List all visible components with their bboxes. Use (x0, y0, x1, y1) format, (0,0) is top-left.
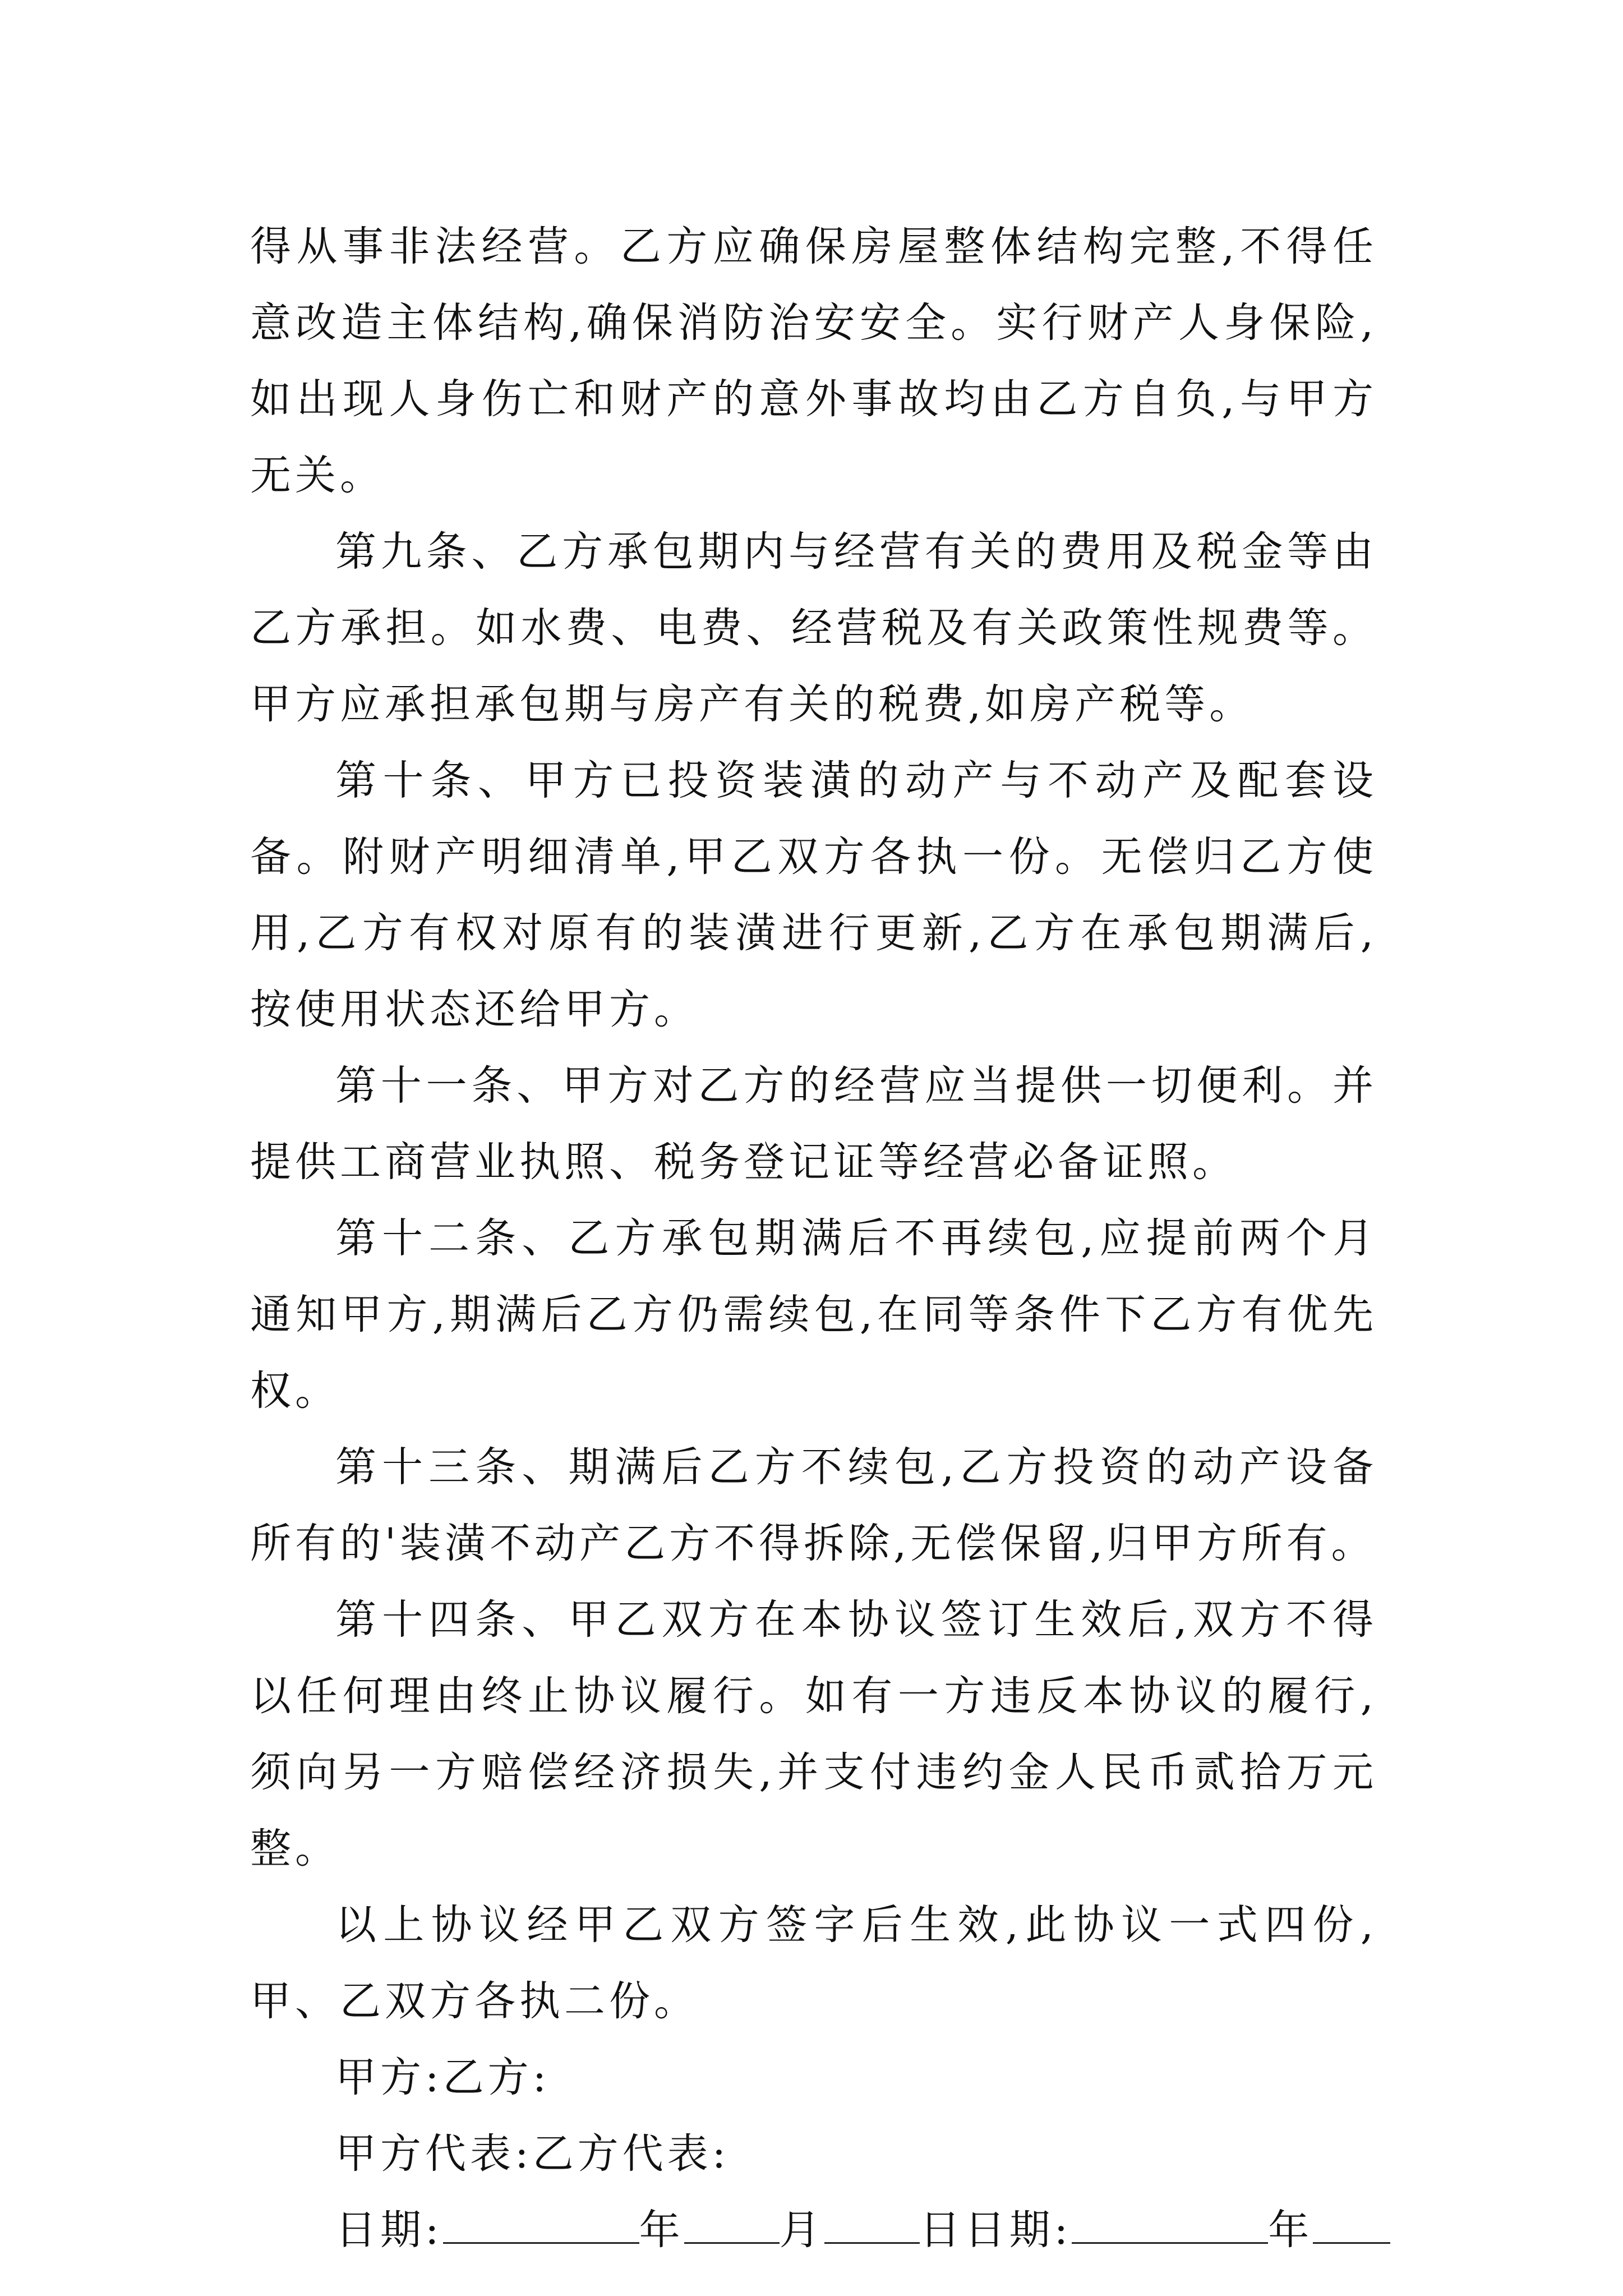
paragraph-continued-clause: 得从事非法经营。乙方应确保房屋整体结构完整,不得任意改造主体结构,确保消防治安安全。实行财产人身保险,如出现人身伤亡和财产的意外事故均由乙方自负,与甲方无关。 (250, 223, 1377, 499)
signature-date-line (250, 2192, 1377, 2269)
signature-representatives: 甲方代表:乙方代表: (335, 2130, 730, 2178)
month-label: 月 (779, 2206, 824, 2254)
paragraph-clause-10: 第十条、甲方已投资装潢的动产与不动产及配套设备。附财产明细清单,甲乙双方各执一份。无偿归乙方使用,乙方有权对原有的装潢进行更新,乙方在承包期满后,按使用状态还给甲方。 (250, 757, 1377, 1033)
paragraph-clause-12: 第十二条、乙方承包期满后不再续包,应提前两个月通知甲方,期满后乙方仍需续包,在同等条件下乙方有优先权。 (250, 1214, 1377, 1415)
day-date-label: 日日期: (919, 2206, 1072, 2254)
year-label-2: 年 (1268, 2206, 1313, 2254)
signature-parties: 甲方:乙方: (335, 2054, 551, 2101)
document-body (250, 209, 1377, 2269)
year-label: 年 (639, 2206, 684, 2254)
paragraph-clause-14: 第十四条、甲乙双方在本协议签订生效后,双方不得以任何理由终止协议履行。如有一方违反本协议的履行,须向另一方赔偿经济损失,并支付违约金人民币贰拾万元整。 (250, 1596, 1377, 1872)
paragraph-clause-13: 第十三条、期满后乙方不续包,乙方投资的动产设备所有的'装潢不动产乙方不得拆除,无偿保留,归甲方所有。 (250, 1443, 1377, 1567)
paragraph-closing: 以上协议经甲乙双方签字后生效,此协议一式四份,甲、乙双方各执二份。 (250, 1901, 1377, 2025)
year-blank-2 (1072, 2206, 1268, 2244)
day-blank (824, 2206, 920, 2244)
date-label: 日期: (335, 2206, 443, 2254)
paragraph-clause-11: 第十一条、甲方对乙方的经营应当提供一切便利。并提供工商营业执照、税务登记证等经营必备证照。 (250, 1062, 1377, 1186)
month-blank (684, 2206, 780, 2244)
year-blank (443, 2206, 639, 2244)
paragraph-clause-9: 第九条、乙方承包期内与经营有关的费用及税金等由乙方承担。如水费、电费、经营税及有关政策性规费等。甲方应承担承包期与房产有关的税费,如房产税等。 (250, 528, 1377, 728)
month-blank-2 (1313, 2206, 1390, 2244)
